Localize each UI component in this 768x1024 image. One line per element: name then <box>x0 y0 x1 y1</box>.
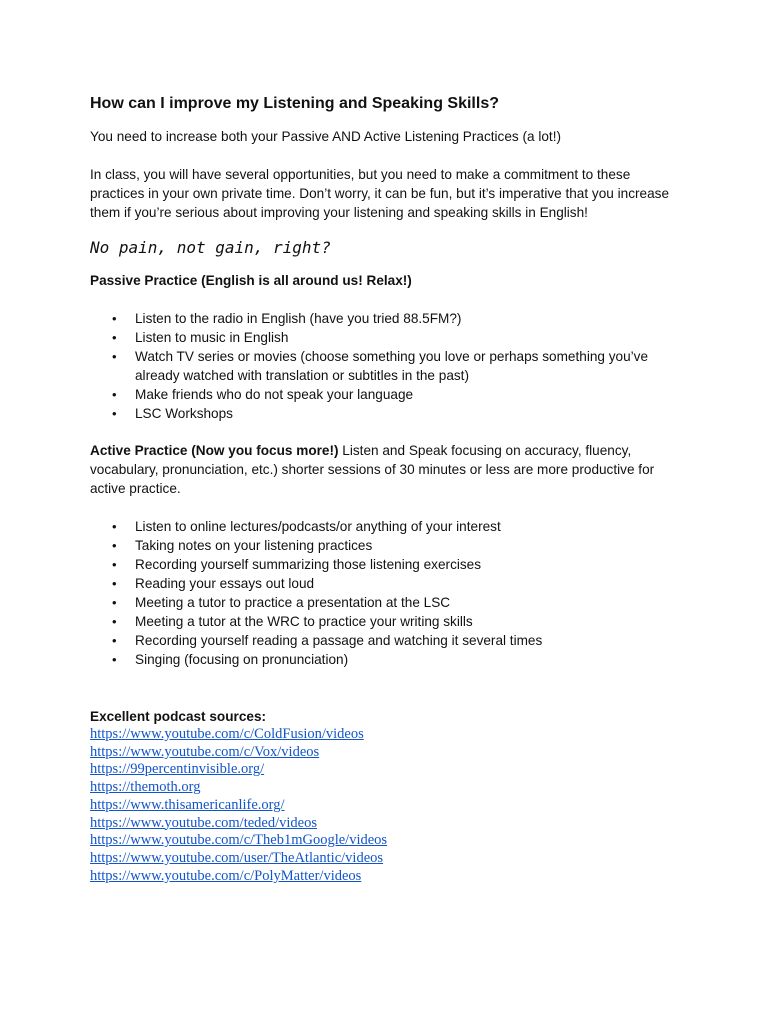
link-themoth[interactable]: https://themoth.org <box>90 779 201 796</box>
link-thisamericanlife[interactable]: https://www.thisamericanlife.org/ <box>90 796 285 813</box>
podcast-sources-heading: Excellent podcast sources: <box>90 709 267 724</box>
active-practice-paragraph <box>90 441 680 498</box>
bullet-icon: • <box>112 311 117 326</box>
list-item-text: Meeting a tutor to practice a presentation at the LSC <box>135 595 451 610</box>
bullet-icon: • <box>112 652 117 667</box>
list-item-text: Meeting a tutor at the WRC to practice your writing skills <box>135 614 473 629</box>
link-theb1mgoogle[interactable]: https://www.youtube.com/c/Theb1mGoogle/videos <box>90 832 388 849</box>
podcast-links <box>90 726 680 885</box>
list-item-text: Recording yourself reading a passage and watching it several times <box>135 633 543 648</box>
commitment-paragraph: In class, you will have several opportunities, but you need to make a commitment to these practices in your own private time. Don’t worry, it can be fun, but it’s imperative that you increase them if you’re serious about improving your listening and speaking skills in English! <box>90 167 670 220</box>
list-item-text: Reading your essays out loud <box>135 576 315 591</box>
list-item <box>90 612 680 631</box>
list-item <box>90 650 680 669</box>
slogan: No pain, not gain, right? <box>90 238 331 257</box>
list-item-text: Recording yourself summarizing those listening exercises <box>135 557 482 572</box>
bullet-icon: • <box>112 595 117 610</box>
page-title: How can I improve my Listening and Speaking Skills? <box>90 95 499 112</box>
list-item <box>90 309 680 328</box>
list-item <box>90 536 680 555</box>
list-item-text: Watch TV series or movies (choose something you love or perhaps something you’ve already watched with translation or subtitles in the past) <box>135 349 649 383</box>
section-spacer <box>90 687 680 707</box>
document-page <box>90 92 680 885</box>
bullet-icon: • <box>112 557 117 572</box>
link-coldfusion[interactable]: https://www.youtube.com/c/ColdFusion/videos <box>90 726 364 742</box>
list-item-text: Listen to the radio in English (have you tried 88.5FM?) <box>135 311 462 326</box>
active-practice-heading: Active Practice (Now you focus more!) <box>90 443 339 458</box>
list-item <box>90 347 680 385</box>
bullet-icon: • <box>112 538 117 553</box>
link-theatlantic[interactable]: https://www.youtube.com/user/TheAtlantic/videos <box>90 849 384 866</box>
bullet-icon: • <box>112 406 117 421</box>
bullet-icon: • <box>112 576 117 591</box>
link-vox[interactable]: https://www.youtube.com/c/Vox/videos <box>90 743 320 760</box>
list-item <box>90 631 680 650</box>
list-item-text: LSC Workshops <box>135 406 233 421</box>
bullet-icon: • <box>112 519 117 534</box>
list-item-text: Listen to online lectures/podcasts/or anything of your interest <box>135 519 501 534</box>
list-item <box>90 574 680 593</box>
list-item <box>90 555 680 574</box>
passive-practice-list <box>90 309 680 423</box>
bullet-icon: • <box>112 614 117 629</box>
bullet-icon: • <box>112 387 117 402</box>
list-item <box>90 517 680 536</box>
link-polymatter[interactable]: https://www.youtube.com/c/PolyMatter/videos <box>90 867 362 884</box>
bullet-icon: • <box>112 633 117 648</box>
list-item <box>90 328 680 347</box>
active-practice-description: Listen and Speak focusing on accuracy, fluency, vocabulary, pronunciation, etc.) shorter sessions of 30 minutes or less are more productive for active practice. <box>90 443 655 496</box>
list-item-text: Taking notes on your listening practices <box>135 538 373 553</box>
list-item <box>90 404 680 423</box>
passive-practice-heading: Passive Practice (English is all around us! Relax!) <box>90 273 412 288</box>
bullet-icon: • <box>112 330 117 345</box>
list-item <box>90 593 680 612</box>
list-item <box>90 385 680 404</box>
intro-paragraph: You need to increase both your Passive AND Active Listening Practices (a lot!) <box>90 129 562 144</box>
list-item-text: Make friends who do not speak your language <box>135 387 414 402</box>
bullet-icon: • <box>112 349 117 364</box>
active-practice-list <box>90 517 680 669</box>
list-item-text: Listen to music in English <box>135 330 289 345</box>
link-teded[interactable]: https://www.youtube.com/teded/videos <box>90 814 318 831</box>
link-99percentinvisible[interactable]: https://99percentinvisible.org/ <box>90 761 265 778</box>
list-item-text: Singing (focusing on pronunciation) <box>135 652 349 667</box>
